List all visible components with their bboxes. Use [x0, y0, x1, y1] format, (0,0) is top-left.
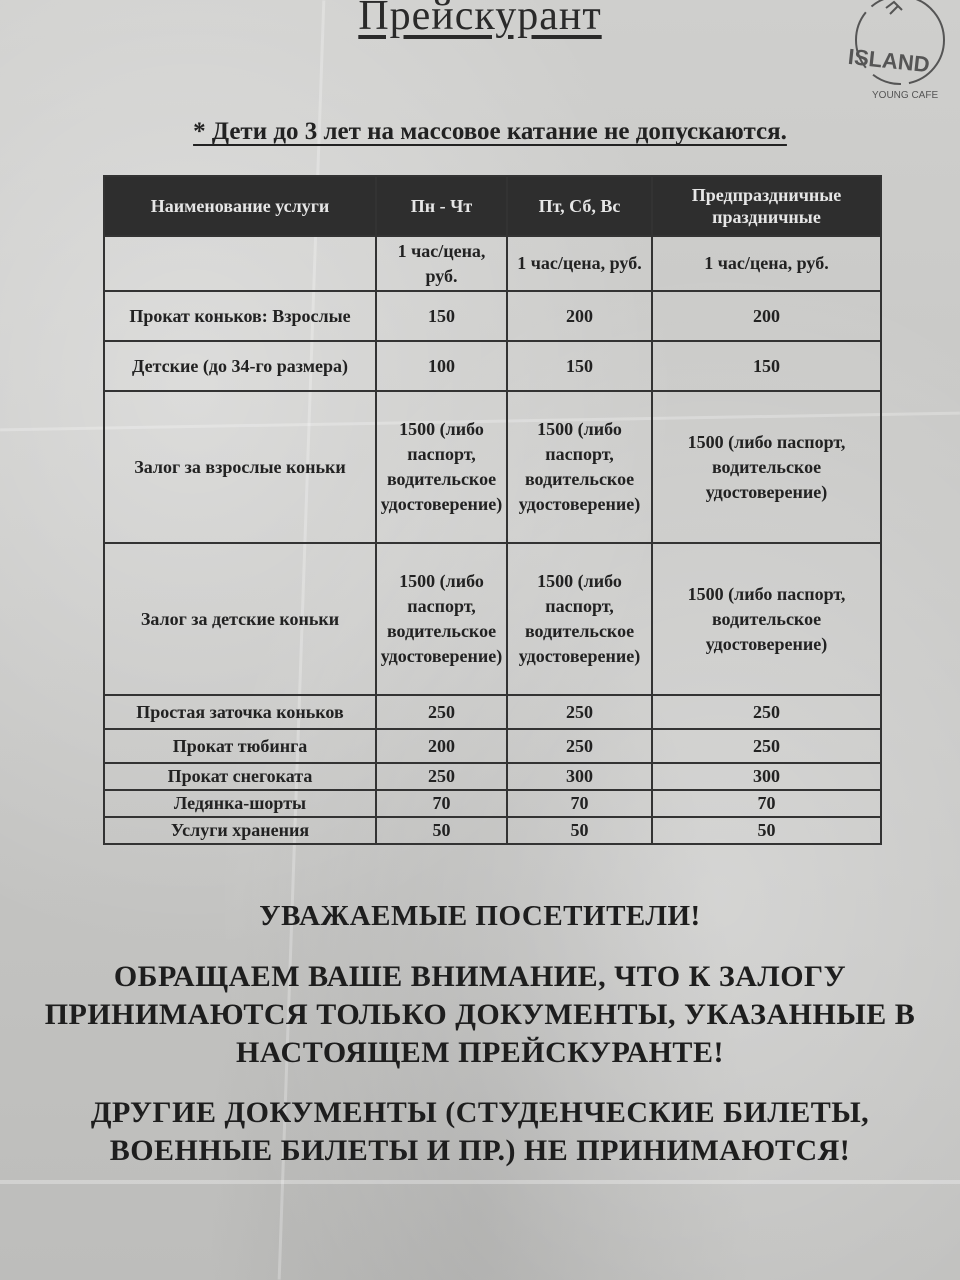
appeal-documents-rejected: ДРУГИЕ ДОКУМЕНТЫ (СТУДЕНЧЕСКИЕ БИЛЕТЫ, ВОЕННЫЕ БИЛЕТЫ И ПР.) НЕ ПРИНИМАЮТСЯ! [90, 1096, 870, 1167]
table-row [104, 729, 881, 763]
table-cell: 250 [652, 729, 881, 763]
table-cell: 1 час/цена, руб. [376, 236, 507, 291]
page-title: Прейскурант [358, 0, 602, 39]
header-mon-thu: Пн - Чт [376, 176, 507, 236]
table-row [104, 695, 881, 729]
table-cell: 1500 (либо паспорт, водительское удостоверение) [507, 543, 652, 695]
table-cell: 100 [376, 341, 507, 391]
table-row [104, 391, 881, 543]
table-cell: 50 [376, 817, 507, 844]
age-notice: * Дети до 3 лет на массовое катание не допускаются. [193, 118, 787, 145]
header-fri-sun: Пт, Сб, Вс [507, 176, 652, 236]
table-cell: 1 час/цена, руб. [507, 236, 652, 291]
table-cell: Залог за взрослые коньки [104, 391, 376, 543]
table-cell: 250 [376, 695, 507, 729]
table-cell: Прокат снегоката [104, 763, 376, 790]
header-holidays: Предпраздничные праздничные [652, 176, 881, 236]
table-cell: 150 [507, 341, 652, 391]
header-service: Наименование услуги [104, 176, 376, 236]
table-row [104, 763, 881, 790]
logo-sub: YOUNG CAFE [872, 90, 939, 101]
table-row [104, 817, 881, 844]
table-cell: 1 час/цена, руб. [652, 236, 881, 291]
table-cell: 300 [507, 763, 652, 790]
table-cell: 150 [652, 341, 881, 391]
table-cell: 50 [652, 817, 881, 844]
table-cell: 70 [507, 790, 652, 817]
table-cell: 200 [652, 291, 881, 341]
table-cell: Простая заточка коньков [104, 695, 376, 729]
table-cell [104, 236, 376, 291]
table-cell: 1500 (либо паспорт, водительское удостоверение) [652, 391, 881, 543]
table-cell: Залог за детские коньки [104, 543, 376, 695]
table-cell: 200 [507, 291, 652, 341]
table-cell: 1500 (либо паспорт, водительское удостоверение) [376, 543, 507, 695]
table-cell: 200 [376, 729, 507, 763]
table-row [104, 236, 881, 291]
appeal-documents-accepted: ОБРАЩАЕМ ВАШЕ ВНИМАНИЕ, ЧТО К ЗАЛОГУ ПРИНИМАЮТСЯ ТОЛЬКО ДОКУМЕНТЫ, УКАЗАННЫЕ В НАСТОЯЩЕМ ПРЕЙСКУРАНТЕ! [44, 960, 916, 1069]
table-header-row [104, 176, 881, 236]
logo-brand: ISLAND [846, 43, 931, 78]
table-cell: 50 [507, 817, 652, 844]
table-row [104, 291, 881, 341]
table-cell: 70 [652, 790, 881, 817]
table-cell: 300 [652, 763, 881, 790]
table-cell: 1500 (либо паспорт, водительское удостоверение) [507, 391, 652, 543]
table-cell: 250 [507, 729, 652, 763]
table-cell: 1500 (либо паспорт, водительское удостоверение) [376, 391, 507, 543]
island-logo [828, 0, 960, 110]
table-cell: 150 [376, 291, 507, 341]
table-cell: Услуги хранения [104, 817, 376, 844]
appeal-heading: УВАЖАЕМЫЕ ПОСЕТИТЕЛИ! [259, 900, 701, 932]
table-cell: 250 [507, 695, 652, 729]
table-cell: Прокат тюбинга [104, 729, 376, 763]
table-cell: Ледянка-шорты [104, 790, 376, 817]
table-cell: 1500 (либо паспорт, водительское удостоверение) [652, 543, 881, 695]
table-cell: 70 [376, 790, 507, 817]
price-table [103, 175, 882, 845]
table-row [104, 543, 881, 695]
table-row [104, 790, 881, 817]
table-cell: Прокат коньков: Взрослые [104, 291, 376, 341]
table-row [104, 341, 881, 391]
table-cell: Детские (до 34-го размера) [104, 341, 376, 391]
table-cell: 250 [376, 763, 507, 790]
table-cell: 250 [652, 695, 881, 729]
